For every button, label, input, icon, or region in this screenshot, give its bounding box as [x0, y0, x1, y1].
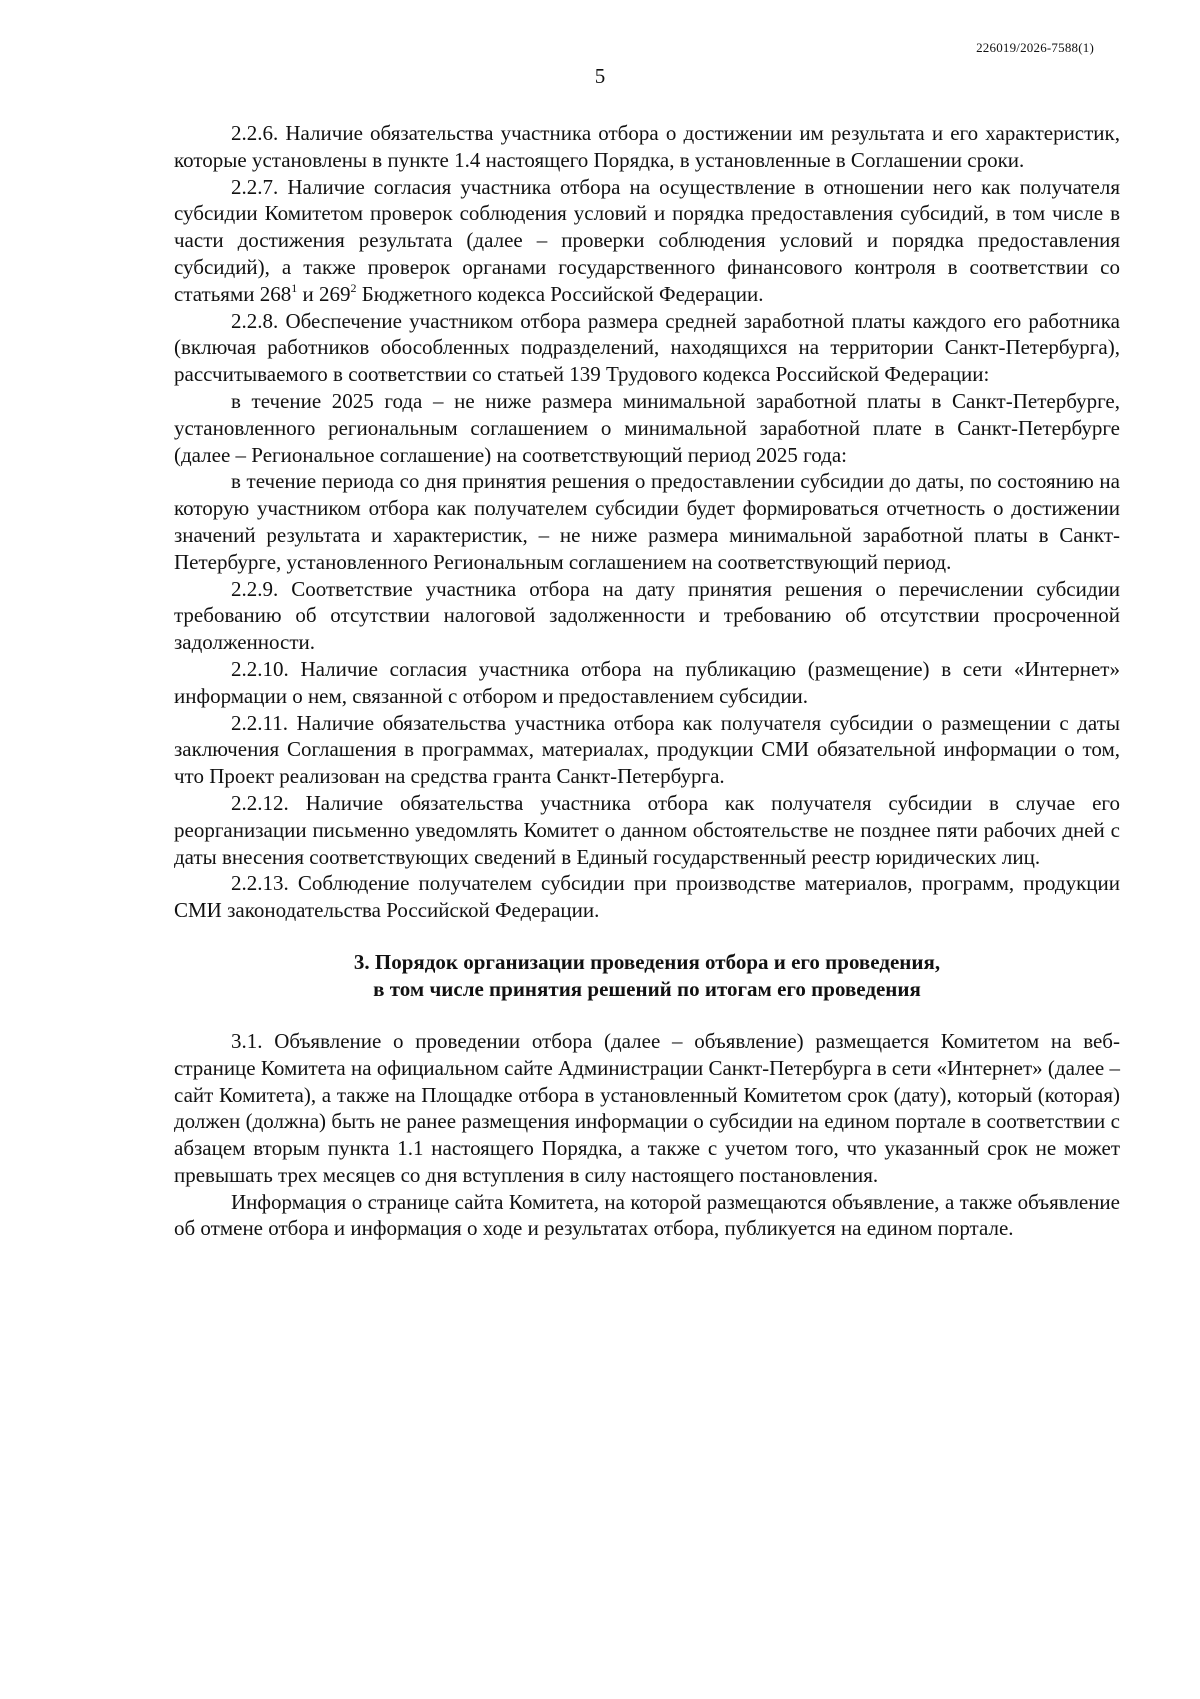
paragraph-2-2-8-item-period: в течение периода со дня принятия решения о предоставлении субсидии до даты, по состоянию на которую участником отбора как получателем субсидии будет формироваться отчетность о достижении значений результата и характеристик, – не ниже размера минимальной заработной платы в Санкт-Петербурге, установленного Региональным соглашением на соответствующий период. — [174, 469, 1120, 574]
paragraph-2-2-9: 2.2.9. Соответствие участника отбора на дату принятия решения о перечислении субсидии требованию об отсутствии налоговой задолженности и требованию об отсутствии просроченной задолженности. — [174, 576, 1120, 655]
document-body — [174, 120, 1120, 1242]
section-3-heading-line-2: в том числе принятия решений по итогам его проведения — [373, 976, 921, 1001]
paragraph-2-2-7-text-c: Бюджетного кодекса Российской Федерации. — [356, 281, 764, 306]
section-3-heading — [174, 949, 1120, 1003]
paragraph-2-2-13: 2.2.13. Соблюдение получателем субсидии при производстве материалов, программ, продукции СМИ законодательства Российской Федерации. — [174, 871, 1120, 923]
paragraph-3-1: 3.1. Объявление о проведении отбора (далее – объявление) размещается Комитетом на веб-странице Комитета на официальном сайте Администрации Санкт-Петербурга в сети «Интернет» (далее – сайт Комитета), а также на Площадке отбора в установленный Комитетом срок (дату), который (которая) должен (должна) быть не ранее размещения информации о субсидии на едином портале в соответствии с абзацем вторым пункта 1.1 настоящего Порядка, а также с учетом того, что указанный срок не может превышать трех месяцев со дня вступления в силу настоящего постановления. — [174, 1028, 1120, 1187]
paragraph-2-2-10: 2.2.10. Наличие согласия участника отбора на публикацию (размещение) в сети «Интернет» информации о нем, связанной с отбором и предоставлением субсидии. — [174, 656, 1120, 708]
paragraph-2-2-11: 2.2.11. Наличие обязательства участника отбора как получателя субсидии о размещении с даты заключения Соглашения в программах, материалах, продукции СМИ обязательной информации о том, что Проект реализован на средства гранта Санкт-Петербурга. — [174, 710, 1120, 789]
document-registration-number: 226019/2026-7588(1) — [976, 40, 1094, 55]
paragraph-2-2-7-text-b: и 269 — [297, 281, 351, 306]
paragraph-2-2-7-text-a: 2.2.7. Наличие согласия участника отбора на осуществление в отношении него как получателя субсидии Комитетом проверок соблюдения условий и порядка предоставления субсидий, в том числе в части достижения результата (далее – проверки соблюдения условий и порядка предоставления субсидий), а также проверок органами государственного финансового контроля в соответствии со статьями 268 — [174, 174, 1120, 306]
section-3-heading-line-1: 3. Порядок организации проведения отбора и его проведения, — [353, 949, 941, 974]
superscript-1: 1 — [291, 280, 298, 295]
paragraph-2-2-8: 2.2.8. Обеспечение участником отбора размера средней заработной платы каждого его работника (включая работников обособленных подразделений, находящихся на территории Санкт-Петербурга), рассчитываемого в соответствии со статьей 139 Трудового кодекса Российской Федерации: — [174, 308, 1120, 387]
paragraph-2-2-7 — [174, 174, 1120, 308]
paragraph-2-2-12: 2.2.12. Наличие обязательства участника отбора как получателя субсидии в случае его реорганизации письменно уведомлять Комитет о данном обстоятельстве не позднее пяти рабочих дней с даты внесения соответствующих сведений в Единый государственный реестр юридических лиц. — [174, 790, 1120, 869]
page-number: 5 — [594, 64, 606, 88]
paragraph-3-1-info: Информация о странице сайта Комитета, на которой размещаются объявление, а также объявление об отмене отбора и информация о ходе и результатах отбора, публикуется на едином портале. — [174, 1189, 1120, 1241]
paragraph-2-2-6: 2.2.6. Наличие обязательства участника отбора о достижении им результата и его характеристик, которые установлены в пункте 1.4 настоящего Порядка, в установленные в Соглашении сроки. — [174, 121, 1120, 172]
superscript-2: 2 — [350, 280, 357, 295]
paragraph-2-2-8-item-2025: в течение 2025 года – не ниже размера минимальной заработной платы в Санкт-Петербурге, установленного региональным соглашением о минимальной заработной плате в Санкт-Петербурге (далее – Региональное соглашение) на соответствующий период 2025 года: — [174, 388, 1120, 467]
